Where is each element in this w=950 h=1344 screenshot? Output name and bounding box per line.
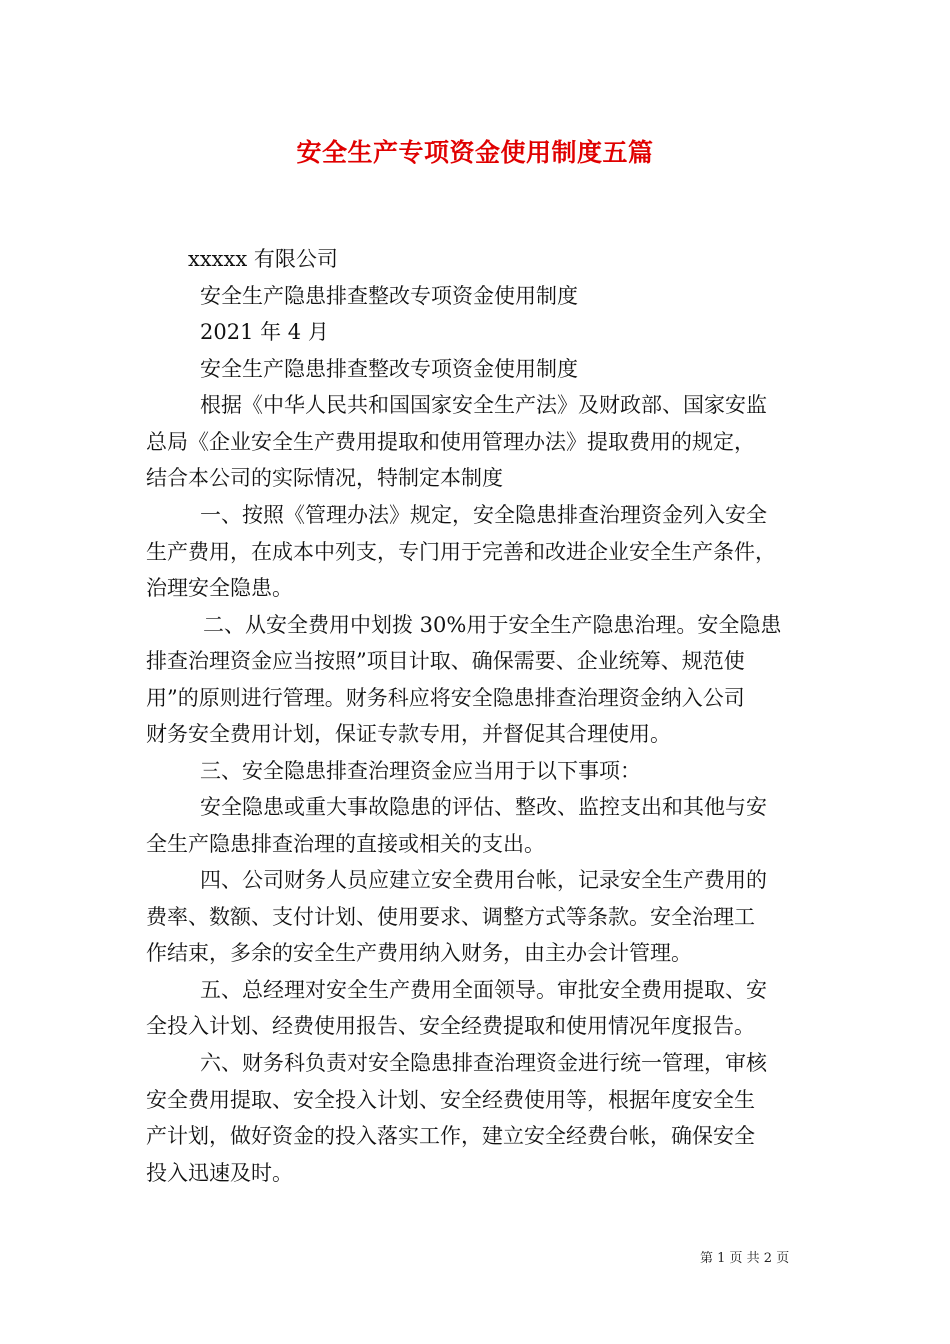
body-line: 用”的原则进行管理。财务科应将安全隐患排查治理资金纳入公司 (146, 686, 745, 710)
body-line: 作结束，多余的安全生产费用纳入财务，由主办会计管理。 (146, 941, 692, 965)
body-line: 安全隐患或重大事故隐患的评估、整改、监控支出和其他与安 (200, 795, 767, 819)
body-line: 排查治理资金应当按照”项目计取、确保需要、企业统筹、规范使 (146, 649, 745, 673)
body-line: 四、公司财务人员应建立安全费用台帐，记录安全生产费用的 (200, 868, 767, 892)
body-line: 产计划，做好资金的投入落实工作，建立安全经费台帐，确保安全 (146, 1124, 755, 1148)
body-line: 治理安全隐患。 (146, 576, 293, 600)
page-indicator: 第 1 页 共 2 页 (700, 1251, 790, 1266)
body-line: 结合本公司的实际情况，特制定本制度 (146, 466, 503, 490)
body-line: 财务安全费用计划，保证专款专用，并督促其合理使用。 (146, 722, 671, 746)
company-name: xxxxx 有限公司 (188, 247, 338, 271)
body-line: 六、财务科负责对安全隐患排查治理资金进行统一管理，审核 (200, 1051, 767, 1075)
body-line: 全投入计划、经费使用报告、安全经费提取和使用情况年度报告。 (146, 1014, 755, 1038)
body-line: 根据《中华人民共和国国家安全生产法》及财政部、国家安监 (200, 393, 767, 417)
body-line: 二、从安全费用中划拨 30%用于安全生产隐患治理。安全隐患 (203, 613, 782, 637)
section-heading: 安全生产隐患排查整改专项资金使用制度 (200, 357, 578, 381)
body-line: 全生产隐患排查治理的直接或相关的支出。 (146, 832, 545, 856)
body-line: 投入迅速及时。 (146, 1161, 293, 1185)
body-line: 费率、数额、支付计划、使用要求、调整方式等条款。安全治理工 (146, 905, 755, 929)
body-line: 一、按照《管理办法》规定，安全隐患排查治理资金列入安全 (200, 503, 767, 527)
body-line: 安全费用提取、安全投入计划、安全经费使用等，根据年度安全生 (146, 1088, 755, 1112)
body-line: 生产费用，在成本中列支，专门用于完善和改进企业安全生产条件， (146, 540, 776, 564)
document-date: 2021 年 4 月 (200, 320, 329, 344)
document-subtitle: 安全生产隐患排查整改专项资金使用制度 (200, 284, 578, 308)
page-title: 安全生产专项资金使用制度五篇 (296, 138, 654, 167)
body-line: 五、总经理对安全生产费用全面领导。审批安全费用提取、安 (200, 978, 767, 1002)
body-line: 总局《企业安全生产费用提取和使用管理办法》提取费用的规定， (146, 430, 755, 454)
body-line: 三、安全隐患排查治理资金应当用于以下事项： (200, 759, 641, 783)
